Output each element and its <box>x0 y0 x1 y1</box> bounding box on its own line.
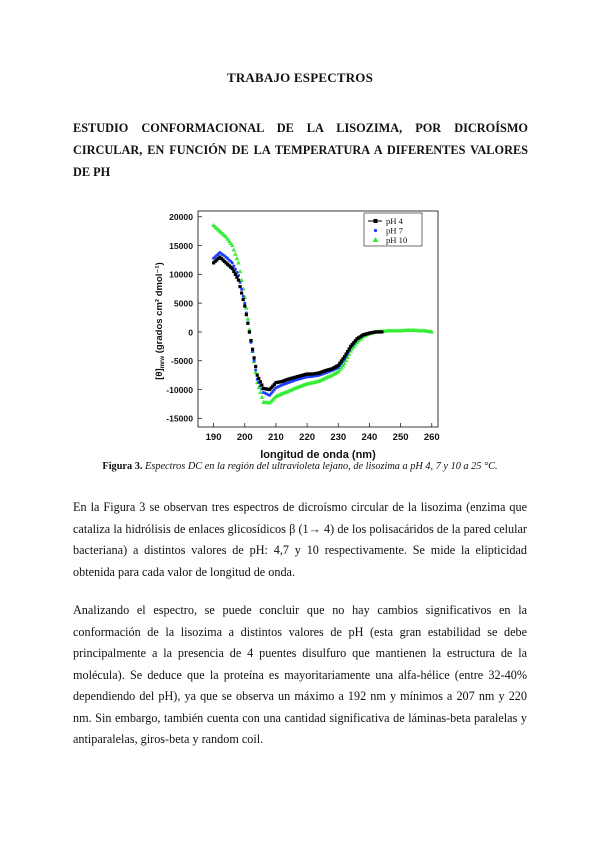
y-tick-label: 10000 <box>169 269 193 280</box>
data-point-ph4 <box>253 356 256 359</box>
legend-marker-ph4 <box>374 219 378 223</box>
data-point-ph4 <box>251 348 254 351</box>
data-point-ph4 <box>259 380 262 383</box>
x-tick-label: 240 <box>361 432 378 443</box>
cd-spectrum-figure <box>148 203 448 461</box>
data-point-ph4 <box>235 276 238 279</box>
data-point-ph7 <box>242 295 245 298</box>
data-point-ph7 <box>254 368 257 371</box>
data-point-ph4 <box>242 298 245 301</box>
figure-caption <box>0 461 600 472</box>
data-point-ph10 <box>260 395 265 399</box>
x-tick-label: 220 <box>299 432 316 443</box>
data-point-ph10 <box>233 252 238 256</box>
legend-label: pH 10 <box>386 235 408 245</box>
data-point-ph4 <box>237 279 240 282</box>
data-point-ph4 <box>232 270 235 273</box>
x-tick-label: 250 <box>392 432 409 443</box>
section-subtitle: ESTUDIO CONFORMACIONAL DE LA LISOZIMA, POR DICROÍSMO CIRCULAR, EN FUNCIÓN DE LA TEMPERATURA A DIFERENTES VALORES DE PH <box>73 121 528 179</box>
data-point-ph4 <box>380 330 383 333</box>
y-tick-label: 5000 <box>173 298 193 309</box>
data-point-ph4 <box>246 322 249 325</box>
data-point-ph4 <box>245 313 248 316</box>
data-point-ph10 <box>246 317 251 321</box>
paragraph-2: Analizando el espectro, se puede concluir que no hay cambios significativos en la conformación de la lisozima a distintos valores de pH (esta gran estabilidad se debe principalmente a la presencia de 4 puentes disulfuro que mantienen la estructura de la molécula). Se deduce que la proteína es mayoritariamente una alfa-hélice (entre 32-40% dependiendo del pH), ya que se observa un máximo a 192 nm y mínimos a 207 nm y 220 nm. Sin embargo, también cuenta con una cantidad significativa de láminas-beta paralelas y antiparalelas, giros-beta y random coil. <box>73 603 527 746</box>
data-point-ph10 <box>236 260 241 264</box>
legend-label: pH 4 <box>386 216 403 226</box>
data-point-ph4 <box>240 291 243 294</box>
data-point-ph10 <box>258 390 263 394</box>
caption-text: Espectros DC en la región del ultravioleta lejano, de lisozima a pH 4, 7 y 10 a 25 °C. <box>145 461 498 472</box>
data-point-ph10 <box>235 256 240 260</box>
x-tick-label: 190 <box>205 432 222 443</box>
data-point-ph4 <box>254 365 257 368</box>
data-point-ph4 <box>249 339 252 342</box>
data-point-ph7 <box>253 359 256 362</box>
x-tick-label: 200 <box>236 432 253 443</box>
data-point-ph4 <box>260 383 263 386</box>
data-point-ph7 <box>231 261 234 264</box>
data-point-ph4 <box>234 273 237 276</box>
cd-spectrum-chart <box>148 203 448 461</box>
data-point-ph4 <box>231 267 234 270</box>
paragraph-1: En la Figura 3 se observan tres espectros de dicroísmo circular de la lisozima (enzima que cataliza la hidrólisis de enlaces glicosídicos β (1→ 4) de los polisacáridos de la pared celular bacteriana) a distintos valores de pH: 4,7 y 10 respectivamente. Se mide la elipticidad obtenida para cada valor de longitud de onda. <box>73 500 527 579</box>
data-point-ph7 <box>243 302 246 305</box>
x-tick-label: 230 <box>330 432 347 443</box>
y-tick-label: 20000 <box>169 212 193 223</box>
x-tick-label: 210 <box>267 432 284 443</box>
data-point-ph7 <box>240 288 243 291</box>
data-point-ph10 <box>232 247 237 251</box>
legend-marker-ph7 <box>374 229 377 232</box>
y-tick-label: 0 <box>188 327 193 338</box>
page-title: TRABAJO ESPECTROS <box>226 70 374 85</box>
data-point-ph4 <box>243 304 246 307</box>
x-tick-label: 260 <box>423 432 440 443</box>
y-tick-label: -5000 <box>171 356 193 367</box>
y-axis-label: $[\theta]_{mrw}$ (grados cm² dmol⁻¹) <box>154 262 166 380</box>
data-point-ph4 <box>257 377 260 380</box>
data-point-ph4 <box>238 285 241 288</box>
data-point-ph4 <box>256 374 259 377</box>
x-axis-label: longitud de onda (nm) <box>260 449 376 461</box>
y-tick-label: -10000 <box>166 384 193 395</box>
data-point-ph4 <box>248 330 251 333</box>
legend-label: pH 7 <box>386 225 403 236</box>
y-tick-label: -15000 <box>166 413 193 424</box>
y-tick-label: 15000 <box>169 240 193 251</box>
caption-label: Figura 3. <box>102 461 143 472</box>
data-point-ph10 <box>238 269 243 273</box>
